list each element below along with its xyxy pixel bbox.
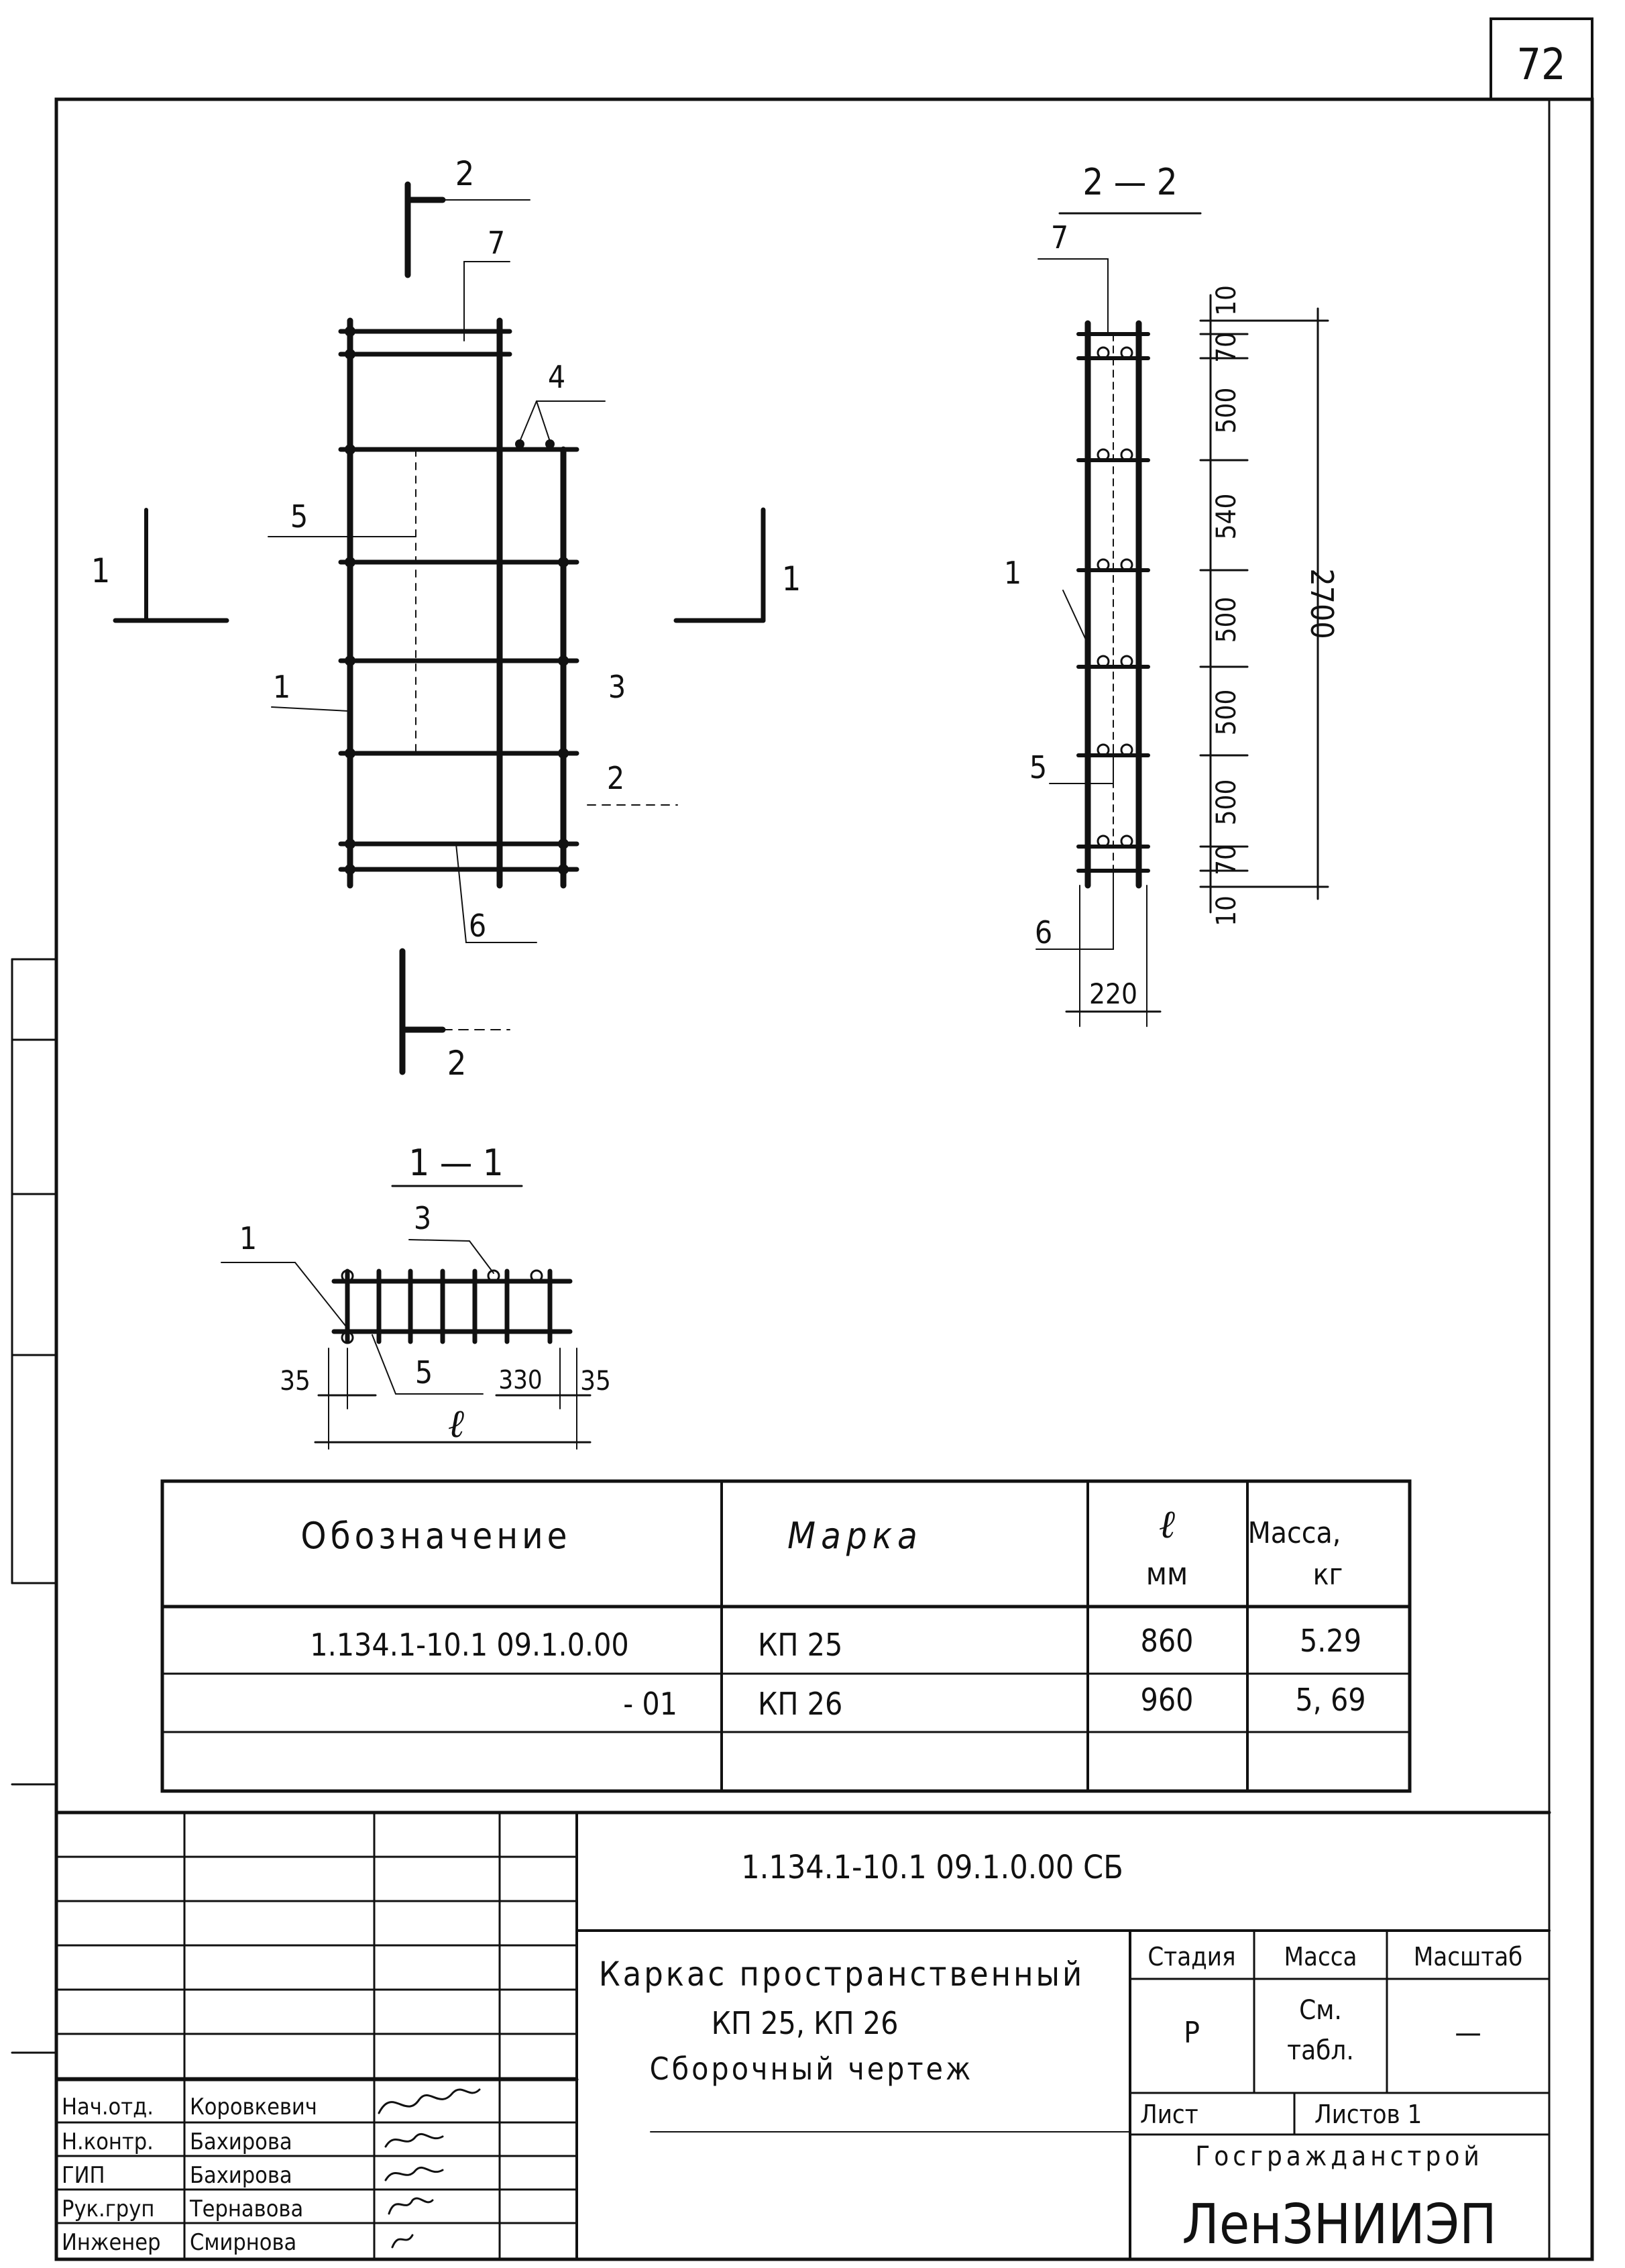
s11-dim-35-right: 35 [580,1366,611,1397]
s11-pos-3: 3 [413,1200,432,1236]
s22-pos-7: 7 [1050,219,1069,256]
doc-code: 1.134.1-10.1 09.1.0.00 СБ [741,1849,1123,1886]
s22-dim-500-d: 500 [1211,779,1242,826]
sig-name-2: Бахирова [190,2128,292,2155]
s22-dim-540: 540 [1211,493,1242,540]
cut-2-bottom-label: 2 [447,1044,467,1083]
sig-role-2: Н.контр. [62,2128,154,2155]
section-1-1-title: 1 — 1 [408,1142,504,1184]
spec-row2-mark: КП 26 [758,1686,843,1722]
front-pos-4: 4 [547,359,566,395]
spec-row2-l: 960 [1140,1682,1194,1718]
spec-header-mm: мм [1145,1556,1188,1592]
sig-name-5: Смирнова [190,2229,297,2256]
spec-row2-mass: 5, 69 [1295,1682,1366,1718]
spec-header-kg: кг [1312,1558,1343,1592]
section-2-2-view [1036,213,1328,1026]
sig-role-1: Нач.отд. [62,2094,154,2120]
front-pos-7: 7 [487,225,506,261]
s11-pos-1: 1 [239,1220,258,1256]
cut-1-left-label: 1 [91,551,111,590]
mass-value-1: См. [1299,1995,1342,2026]
cut-1-right-label: 1 [781,559,801,598]
cut-2-top-label: 2 [455,154,475,193]
s11-dim-330: 330 [498,1365,543,1395]
s22-dim-10-top: 10 [1211,285,1242,316]
sig-role-4: Рук.груп [62,2196,155,2222]
scale-header: Масштаб [1413,1942,1523,1972]
spec-header-mark: Марка [787,1515,923,1557]
spec-row2-designation: - 01 [623,1686,677,1722]
sheets-label: Листов 1 [1314,2100,1422,2129]
s22-pos-6: 6 [1034,914,1053,951]
mass-header: Масса [1284,1942,1357,1972]
sig-name-4: Тернавова [190,2196,304,2222]
s22-width-220: 220 [1088,977,1138,1010]
s22-pos-5: 5 [1029,749,1048,786]
front-view [115,184,763,1072]
organization: Госгражданстрой [1195,2141,1483,2172]
spec-row1-mass: 5.29 [1299,1623,1362,1659]
s22-overall-2700: 2700 [1304,568,1340,639]
institute: ЛенЗНИИЭП [1182,2193,1497,2257]
front-pos-6: 6 [468,908,487,944]
stage-value: Р [1184,2016,1200,2050]
sig-name-3: Бахирова [190,2162,292,2189]
mass-value-2: табл. [1287,2035,1354,2066]
front-pos-3: 3 [608,669,626,705]
section-1-1-view [221,1186,590,1449]
sheet-label: Лист [1140,2100,1198,2129]
stage-header: Стадия [1147,1942,1236,1972]
spec-header-l: ℓ [1158,1501,1176,1547]
front-pos-5: 5 [290,498,309,535]
title-line-2: КП 25, КП 26 [711,2005,899,2041]
s22-dim-500-b: 500 [1211,596,1242,643]
s22-pos-1: 1 [1003,555,1022,591]
sig-role-3: ГИП [62,2162,105,2189]
s11-dim-35-left: 35 [280,1366,311,1397]
scale-value: — [1455,2016,1481,2050]
front-pos-2: 2 [606,760,625,796]
title-line-1: Каркас пространственный [598,1955,1085,1994]
front-pos-1: 1 [272,669,291,705]
s22-dim-500-a: 500 [1211,387,1242,434]
s22-dim-500-c: 500 [1211,689,1242,736]
spec-header-mass: Масса, [1247,1516,1341,1550]
spec-header-designation: Обозначение [300,1515,571,1557]
s11-length-symbol: ℓ [447,1401,465,1446]
s22-dim-70-bottom: 70 [1211,845,1242,875]
title-line-3: Сборочный чертеж [649,2051,974,2087]
sheet-number: 72 [1516,40,1566,90]
spec-row1-designation: 1.134.1-10.1 09.1.0.00 [310,1627,629,1663]
s22-dim-70-top: 70 [1211,332,1242,363]
s22-dim-10-bottom: 10 [1211,896,1242,926]
sheet-frame [12,19,1592,2259]
s11-pos-5: 5 [414,1354,433,1391]
sig-name-1: Коровкевич [190,2094,317,2120]
spec-row1-mark: КП 25 [758,1627,843,1663]
section-2-2-title: 2 — 2 [1082,161,1178,203]
sig-role-5: Инженер [62,2229,161,2256]
spec-row1-l: 860 [1140,1623,1194,1659]
